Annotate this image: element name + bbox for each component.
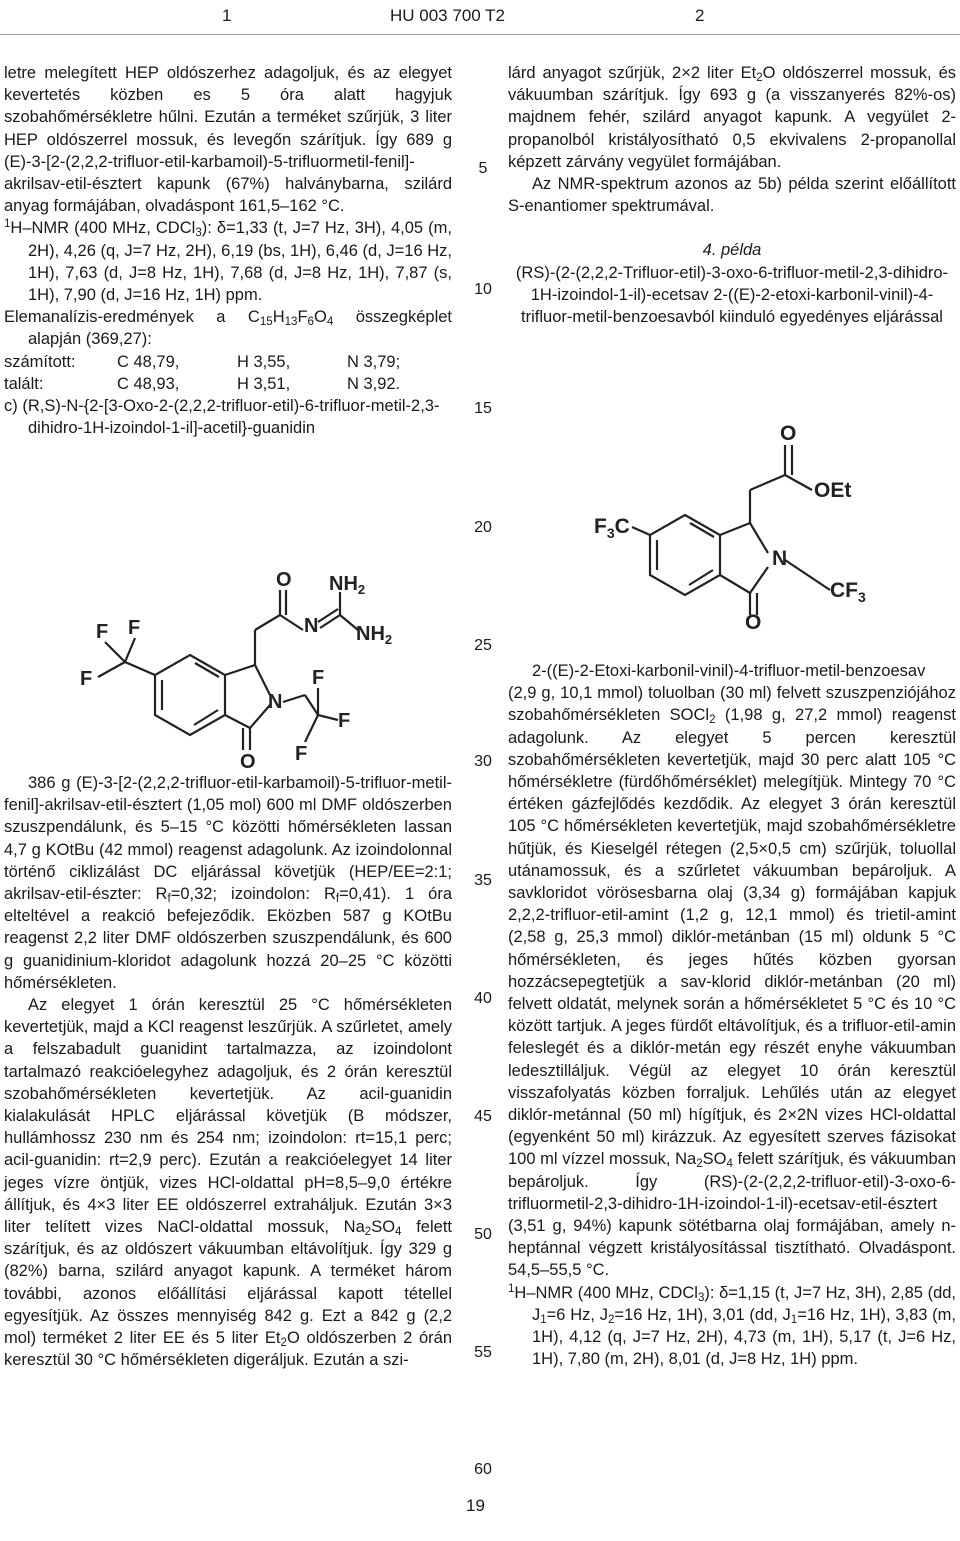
svg-text:N: N: [304, 615, 319, 637]
paragraph: letre melegített HEP oldószerhez adagoljuk, és az elegyet kevertetés közben es 5 óra alatt hagyjuk szobahőmérsékletre hűlni. Ezután a terméket szűrjük, 3 liter HEP oldószerrel mossuk, és levegőn szárítjuk. Így 689 g (E)-3-[2-(2,2,2-trifluor-etil-karbamoil)-5-trifluormetil-fenil]-akrilsav-etil-észtert kapunk (67%) halványbarna, szilárd anyag formájában, olvadáspont 161,5–162 °C.: [4, 64, 452, 216]
found-n: N 3,92.: [347, 374, 401, 393]
right-top-text: [508, 62, 956, 328]
nmr-paragraph: $^1$H–NMR (400 MHz, CDCl$_3$): δ=1,15 (t, J=7 Hz, 3H), 2,85 (dd, $J_1=6$ Hz, $J_2=16$ Hz, 1H), 3,01 (dd, $J_1=16$ Hz, 1H), 3,83 (m, 1H), 4,12 (q, J=7 Hz, 2H), 4,73 (m, 1H), 5,17 (t, J=6 Hz, 1H), 7,80 (m, 2H), 8,01 (d, J=8 Hz, 1H) ppm.: [508, 1282, 957, 1369]
elemental-analysis: Elemanalízis-eredmények a $C_{15}H_{13}F_6O_4$ összegképlet alapján (369,27):: [4, 308, 452, 349]
svg-text:N: N: [268, 691, 283, 713]
svg-text:F: F: [80, 668, 93, 690]
left-top-text: [4, 62, 452, 439]
calc-label: számított:: [4, 352, 76, 371]
svg-text:O: O: [240, 751, 256, 770]
svg-text:F: F: [96, 621, 109, 643]
right-bottom-text: [508, 660, 956, 1371]
line-number: 20: [474, 519, 492, 536]
svg-text:NH2: $NH_2$: [329, 573, 366, 597]
guanidine-structure: [40, 570, 440, 770]
section-c-title: c) (R,S)-N-{2-[3-Oxo-2-(2,2,2-trifluor-etil)-6-trifluor-metil-2,3-dihidro-1H-izoindol-1-il]-acetil}-guanidin: [4, 397, 440, 438]
found-c: C 48,93,: [117, 374, 180, 393]
svg-text:F: F: [295, 743, 308, 765]
ester-structure: [590, 415, 890, 630]
line-number: 5: [478, 160, 488, 177]
svg-text:N: N: [772, 547, 788, 570]
svg-text:F3C: $F_3C$: [594, 515, 630, 541]
line-number: 45: [474, 1108, 492, 1125]
line-number: 15: [474, 400, 492, 417]
svg-text:O: O: [780, 422, 797, 445]
found-label: talált:: [4, 374, 44, 393]
calc-n: N 3,79;: [347, 352, 401, 371]
svg-text:O: O: [745, 611, 762, 630]
calc-c: C 48,79,: [117, 352, 180, 371]
line-number: 60: [474, 1461, 492, 1478]
line-number: 35: [474, 872, 492, 889]
svg-text:F: F: [338, 710, 351, 732]
line-number: 40: [474, 990, 492, 1007]
found-h: H 3,51,: [237, 374, 291, 393]
left-bottom-text: [4, 772, 452, 1371]
example-description: (RS)-(2-(2,2,2-Trifluor-etil)-3-oxo-6-trifluor-metil-2,3-dihidro-1H-izoindol-1-il)-ecetsav 2-((E)-2-etoxi-karbonil-vinil)-4-trifluor-metil-benzoesavból kiinduló egyedényes eljárással: [515, 263, 949, 327]
page-number-right: 2: [695, 6, 705, 25]
paragraph: Az elegyet 1 órán keresztül 25 °C hőmérsékleten kevertetjük, majd a KCl reagenst leszűrjük. A szűrletet, amely a felszabadult guanidint tartalmazza, az izoindolont tartalmazó reakcióelegyhez adagoljuk, és 2 órán keresztül szobahőmérsékleten kevertetjük. Az acil-guanidin kialakulását HPLC eljárással követjük (B módszer, hullámhossz 230 nm és 254 nm; izoindolon: rt=15,1 perc; acil-guanidin: rt=2,9 perc). Ezután a reakcióelegyet 14 liter jeges vízre öntjük, vizes HCl-oldattal pH=8,5–9,0 értékre állítjuk, és 4×3 liter EE oldószerrel extraháljuk. Ezután 3×3 liter telített vizes NaCl-oldattal mossuk, $Na_2SO_4$ felett szárítjuk, és az oldószert vákuumban eltávolítjuk. Így 329 g (82%) barna, szilárd anyagot kapunk. A terméket három további, azonos előállítási eljárással kapott tétellel egyesítjük. Az összes mennyiség 842 g. Ezt a 842 g (2,2 mol) terméket 2 liter EE és 5 liter $Et_2O$ oldószerben 2 órán keresztül 30 °C hőmérsékleten digeráljuk. Ezután a szi-: [4, 996, 453, 1370]
svg-text:F: F: [312, 667, 325, 689]
paragraph: 2-((E)-2-Etoxi-karbonil-vinil)-4-trifluor-metil-benzoesav (2,9 g, 10,1 mmol) toluolban (30 ml) felvett szuszpenziójához szobahőmérsékleten SOCl$_2$ (1,98 g, 27,2 mmol) reagenst adagolunk. Az elegyet 5 percen keresztül szobahőmérsékleten kevertetjük, majd 30 perc alatt 105 °C hőmérsékletre (fürdőhőmérséklet) melegítjük. Mintegy 70 °C értéken gázfejlődés kezdődik. Az elegyet 3 órán keresztül 105 °C hőmérsékleten kevertetjük, majd szobahőmérsékletre hűtjük, és Kieselgél rétegen (2,5×0,5 cm) szűrjük, toluollal utánamossuk, és a szűrletet vákuumban bepároljuk. A savkloridot vörösesbarna olaj (3,34 g) formájában kapjuk 2,2,2-trifluor-etil-amint (1,2 g, 12,1 mmol) és trietil-amint (2,58 g, 25,3 mmol) diklór-metánban (15 ml) oldunk 5 °C hőmérsékleten, és jeges hűtés közben gyorsan hozzácsepegtetjük a sav-klorid diklór-metánban (20 ml) felvett oldatát, melynek során a hőmérsékletet 5 °C és 10 °C között tartjuk. A jeges fürdőt eltávolítjuk, és a trifluor-etil-amin feleslegét és a diklór-metán egy részét enyhe vákuumban ledesztilláljuk. Végül az elegyet 10 órán keresztül visszafolyatás közben forraljuk. Lehűlés után az elegyet diklór-metánnal (50 ml) hígítjuk, és 2×2N vizes HCl-oldattal (egyenként 50 ml) kirázzuk. Az egyesített szerves fázisokat 100 ml vízzel mossuk, $Na_2SO_4$ felett szárítjuk, és vákuumban bepároljuk. Így (RS)-(2-(2,2,2-trifluor-etil)-3-oxo-6-trifluormetil-2,3-dihidro-1H-izoindol-1-il)-ecetsav-etil-észtert (3,51 g, 94%) kapunk sötétbarna olaj formájában, amely n-heptánnal végzett kristályosítással tisztítható. Olvadáspont. 54,5–55,5 °C.: [508, 662, 956, 1280]
line-number: 50: [474, 1226, 492, 1243]
paragraph: Az NMR-spektrum azonos az 5b) példa szerint előállított S-enantiomer spektrumával.: [508, 175, 956, 216]
svg-text:O: O: [276, 570, 292, 591]
paragraph: lárd anyagot szűrjük, 2×2 liter $Et_2O$ oldószerrel mossuk, és vákuumban szárítjuk. Így 693 g (a visszanyerés 82%-os) majdnem fehér, szilárd anyagot kapunk. A vegyület 2-propanolból kristályosítható 0,5 ekvivalens 2-propanollal képzett zárvány vegyület formájában.: [508, 64, 956, 171]
line-number: 25: [474, 637, 492, 654]
line-number: 55: [474, 1344, 492, 1361]
svg-text:NH2: $NH_2$: [356, 623, 393, 647]
nmr-paragraph: $^1$H–NMR (400 MHz, CDCl$_3$): δ=1,33 (t, J=7 Hz, 3H), 4,05 (m, 2H), 4,26 (q, J=7 Hz, 2H), 6,19 (bs, 1H), 6,46 (d, J=16 Hz, 1H), 7,63 (d, J=8 Hz, 1H), 7,68 (d, J=8 Hz, 1H), 7,87 (s, 1H), 7,90 (d, J=16 Hz, 1H) ppm.: [4, 218, 452, 305]
header-rule: [0, 34, 960, 35]
svg-text:CF3: $CF_3$: [830, 579, 866, 605]
analysis-table: [4, 351, 452, 395]
calc-h: H 3,55,: [237, 352, 291, 371]
line-number: 10: [474, 281, 492, 298]
svg-text:OEt: OEt: [814, 479, 852, 502]
example-title: 4. példa: [702, 241, 762, 260]
line-number: 30: [474, 753, 492, 770]
patent-number: HU 003 700 T2: [390, 6, 505, 25]
paragraph: 386 g (E)-3-[2-(2,2,2-trifluor-etil-karbamoil)-5-trifluor-metil-fenil]-akrilsav-etil-észtert (1,05 mol) 600 ml DMF oldószerben szuszpendálunk, és 5–15 °C közötti hőmérsékleten lassan 4,7 g KOtBu (42 mmol) reagenst adagolunk. Az izoindolonnal történő ciklizálást DC eljárással követjük (HEP/EE=2:1; akrilsav-etil-észter: $R_f=0,32$; izoindolon: $R_f=0,41$). 1 óra elteltével a reakció befejeződik. Eközben 587 g KOtBu reagenst 2,2 liter DMF oldószerben szuszpendálunk, és 600 g guanidinium-kloridot adagolunk hozzá 20–25 °C közötti hőmérsékleten.: [4, 774, 452, 992]
svg-text:F: F: [128, 617, 141, 639]
page-number-left: 1: [222, 6, 232, 25]
footer-page-number: 19: [466, 1496, 485, 1515]
